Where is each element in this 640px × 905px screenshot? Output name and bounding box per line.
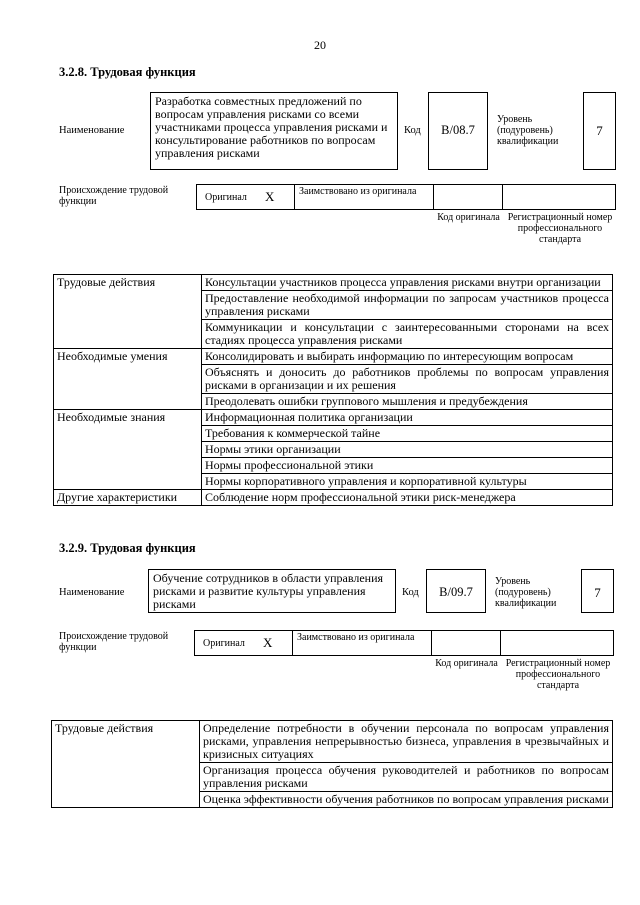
table-row xyxy=(54,410,613,426)
table-cell: Нормы корпоративного управления и корпоративной культуры xyxy=(202,474,613,490)
table-cell: Предоставление необходимой информации по запросам участников процесса управления рисками xyxy=(202,291,613,320)
level-value: 7 xyxy=(581,569,614,613)
original-label: Оригинал xyxy=(203,638,245,649)
code-value: B/08.7 xyxy=(428,92,488,170)
row-label: Необходимые умения xyxy=(54,349,202,410)
row-label: Трудовые действия xyxy=(54,275,202,349)
table-cell: Преодолевать ошибки группового мышления и предубеждения xyxy=(202,394,613,410)
code-label: Код xyxy=(402,587,419,598)
table-row xyxy=(52,721,613,763)
original-mark: X xyxy=(263,635,273,650)
code-orig-caption: Код оригинала xyxy=(435,658,498,669)
reg-number-cell xyxy=(500,631,615,655)
borrowed-cell xyxy=(292,631,432,655)
name-label: Наименование xyxy=(59,125,125,136)
original-mark: X xyxy=(265,189,275,204)
page-number: 20 xyxy=(314,38,326,52)
table-cell: Нормы профессиональной этики xyxy=(202,458,613,474)
table-cell: Консультации участников процесса управления рисками внутри организации xyxy=(202,275,613,291)
origin-label: Происхождение трудовой функции xyxy=(59,185,169,207)
function-name-box: Обучение сотрудников в области управления рисками и развитие культуры управления рисками xyxy=(148,569,396,613)
original-label: Оригинал xyxy=(205,192,247,203)
level-label: Уровень (подуровень) квалификации xyxy=(497,114,559,147)
reg-caption: Регистрационный номер профессионального стандарта xyxy=(505,658,611,691)
borrowed-label: Заимствовано из оригинала xyxy=(297,632,415,643)
table-row xyxy=(54,275,613,291)
level-value: 7 xyxy=(583,92,616,170)
origin-row xyxy=(194,630,614,656)
row-label: Трудовые действия xyxy=(52,721,200,808)
borrowed-cell xyxy=(294,185,434,209)
table-cell: Требования к коммерческой тайне xyxy=(202,426,613,442)
table-cell: Консолидировать и выбирать информацию по интересующим вопросам xyxy=(202,349,613,365)
table-cell: Определение потребности в обучении персонала по вопросам управления рисками, управления непрерывностью бизнеса, управления в чрезвычайных и кризисных ситуациях xyxy=(200,721,613,763)
functions-table xyxy=(53,274,613,506)
code-value: B/09.7 xyxy=(426,569,486,613)
borrowed-label: Заимствовано из оригинала xyxy=(299,186,417,197)
table-cell: Оценка эффективности обучения работников по вопросам управления рисками xyxy=(200,792,613,808)
section-title: 3.2.8. Трудовая функция xyxy=(59,65,196,79)
reg-number-cell xyxy=(502,185,617,209)
table-cell: Информационная политика организации xyxy=(202,410,613,426)
name-label: Наименование xyxy=(59,587,125,598)
table-row xyxy=(54,490,613,506)
code-orig-cell xyxy=(433,185,502,209)
row-label: Необходимые знания xyxy=(54,410,202,490)
level-label: Уровень (подуровень) квалификации xyxy=(495,576,557,609)
table-cell: Объяснять и доносить до работников проблемы по вопросам управления рисками в организации и их решения xyxy=(202,365,613,394)
code-orig-caption: Код оригинала xyxy=(437,212,500,223)
table-cell: Организация процесса обучения руководителей и работников по вопросам управления рисками xyxy=(200,763,613,792)
functions-table xyxy=(51,720,613,808)
function-name-box: Разработка совместных предложений по вопросам управления рисками со всеми участниками процесса управления рисками и консультирование работников по вопросам управления рисками xyxy=(150,92,398,170)
row-label: Другие характеристики xyxy=(54,490,202,506)
reg-caption: Регистрационный номер профессионального стандарта xyxy=(507,212,613,245)
code-label: Код xyxy=(404,125,421,136)
origin-row xyxy=(196,184,616,210)
section-title: 3.2.9. Трудовая функция xyxy=(59,541,196,555)
code-orig-cell xyxy=(431,631,500,655)
table-cell: Коммуникации и консультации с заинтересованными сторонами на всех стадиях процесса управления рисками xyxy=(202,320,613,349)
table-row xyxy=(54,349,613,365)
table-cell: Нормы этики организации xyxy=(202,442,613,458)
origin-label: Происхождение трудовой функции xyxy=(59,631,169,653)
table-cell: Соблюдение норм профессиональной этики риск-менеджера xyxy=(202,490,613,506)
